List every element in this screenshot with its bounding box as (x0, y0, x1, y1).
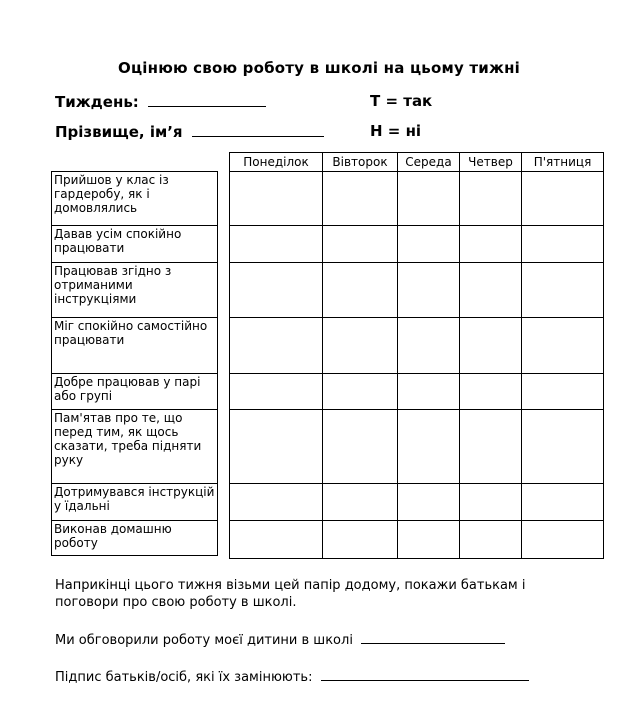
rating-cell[interactable] (522, 226, 604, 263)
instruction-line-1: Наприкінці цього тижня візьми цей папір додому, покажи батькам і (55, 578, 526, 593)
name-field (55, 122, 324, 141)
signature-blank-line[interactable] (321, 668, 529, 681)
rating-cell[interactable] (460, 410, 522, 484)
rating-cell[interactable] (398, 263, 460, 318)
rating-cell[interactable] (323, 484, 398, 521)
legend-yes: Т = так (370, 92, 433, 110)
rating-row (230, 318, 604, 374)
rating-cell[interactable] (230, 263, 323, 318)
week-field (55, 92, 266, 111)
rating-cell[interactable] (522, 521, 604, 559)
signature-field (55, 668, 529, 686)
rating-cell[interactable] (398, 318, 460, 374)
rating-cell[interactable] (460, 521, 522, 559)
rating-cell[interactable] (522, 484, 604, 521)
behavior-row-label: Дотримувався інструкцій у їдальні (51, 483, 218, 520)
rating-cell[interactable] (460, 374, 522, 410)
rating-row (230, 521, 604, 559)
behavior-row-label: Давав усім спокійно працювати (51, 225, 218, 262)
name-label: Прізвище, ім’я (55, 123, 183, 141)
rating-cell[interactable] (230, 410, 323, 484)
rating-cell[interactable] (230, 318, 323, 374)
rating-cell[interactable] (522, 263, 604, 318)
discussed-field (55, 631, 505, 649)
name-blank-line[interactable] (192, 122, 324, 137)
rating-cell[interactable] (230, 374, 323, 410)
legend-no: Н = ні (370, 122, 422, 140)
rating-cell[interactable] (522, 374, 604, 410)
discussed-label: Ми обговорили роботу моєї дитини в школі (55, 633, 353, 648)
behavior-row-label: Пам'ятав про те, що перед тим, як щось сказати, треба підняти руку (51, 409, 218, 483)
behavior-row-label: Прийшов у клас із гардеробу, як і домовлялись (51, 171, 218, 225)
behavior-row-label: Працював згідно з отриманими інструкціями (51, 262, 218, 317)
rating-cell[interactable] (230, 226, 323, 263)
rating-cell[interactable] (398, 374, 460, 410)
rating-cell[interactable] (323, 226, 398, 263)
discussed-blank-line[interactable] (361, 631, 505, 644)
rating-row (230, 172, 604, 226)
rating-cell[interactable] (460, 172, 522, 226)
rating-row (230, 263, 604, 318)
rating-cell[interactable] (323, 318, 398, 374)
rating-cell[interactable] (323, 374, 398, 410)
rating-row (230, 226, 604, 263)
instruction-line-2: поговори про свою роботу в школі. (55, 595, 297, 610)
day-header-friday: П'ятниця (522, 153, 604, 172)
rating-cell[interactable] (460, 484, 522, 521)
week-label: Тиждень: (55, 93, 139, 111)
rating-cell[interactable] (460, 318, 522, 374)
week-blank-line[interactable] (148, 92, 266, 107)
rating-row (230, 484, 604, 521)
rating-grid (229, 152, 604, 559)
rating-row (230, 410, 604, 484)
rating-cell[interactable] (323, 172, 398, 226)
rating-cell[interactable] (460, 226, 522, 263)
rating-cell[interactable] (398, 172, 460, 226)
behavior-row-label: Виконав домашню роботу (51, 520, 218, 556)
signature-label: Підпис батьків/осіб, які їх замінюють: (55, 670, 313, 685)
behavior-list (51, 171, 218, 556)
rating-cell[interactable] (522, 410, 604, 484)
rating-cell[interactable] (398, 410, 460, 484)
rating-cell[interactable] (230, 484, 323, 521)
rating-cell[interactable] (522, 318, 604, 374)
behavior-row-label: Міг спокійно самостійно працювати (51, 317, 218, 373)
rating-cell[interactable] (522, 172, 604, 226)
page-title: Оцінюю свою роботу в школі на цьому тижні (118, 59, 520, 77)
day-header-tuesday: Вівторок (323, 153, 398, 172)
day-header-thursday: Четвер (460, 153, 522, 172)
day-header-monday: Понеділок (230, 153, 323, 172)
rating-cell[interactable] (398, 226, 460, 263)
rating-cell[interactable] (230, 172, 323, 226)
behavior-row-label: Добре працював у парі або групі (51, 373, 218, 409)
rating-cell[interactable] (323, 410, 398, 484)
rating-row (230, 374, 604, 410)
day-header-wednesday: Середа (398, 153, 460, 172)
rating-cell[interactable] (323, 521, 398, 559)
rating-cell[interactable] (398, 521, 460, 559)
rating-cell[interactable] (323, 263, 398, 318)
rating-cell[interactable] (398, 484, 460, 521)
rating-cell[interactable] (460, 263, 522, 318)
rating-cell[interactable] (230, 521, 323, 559)
